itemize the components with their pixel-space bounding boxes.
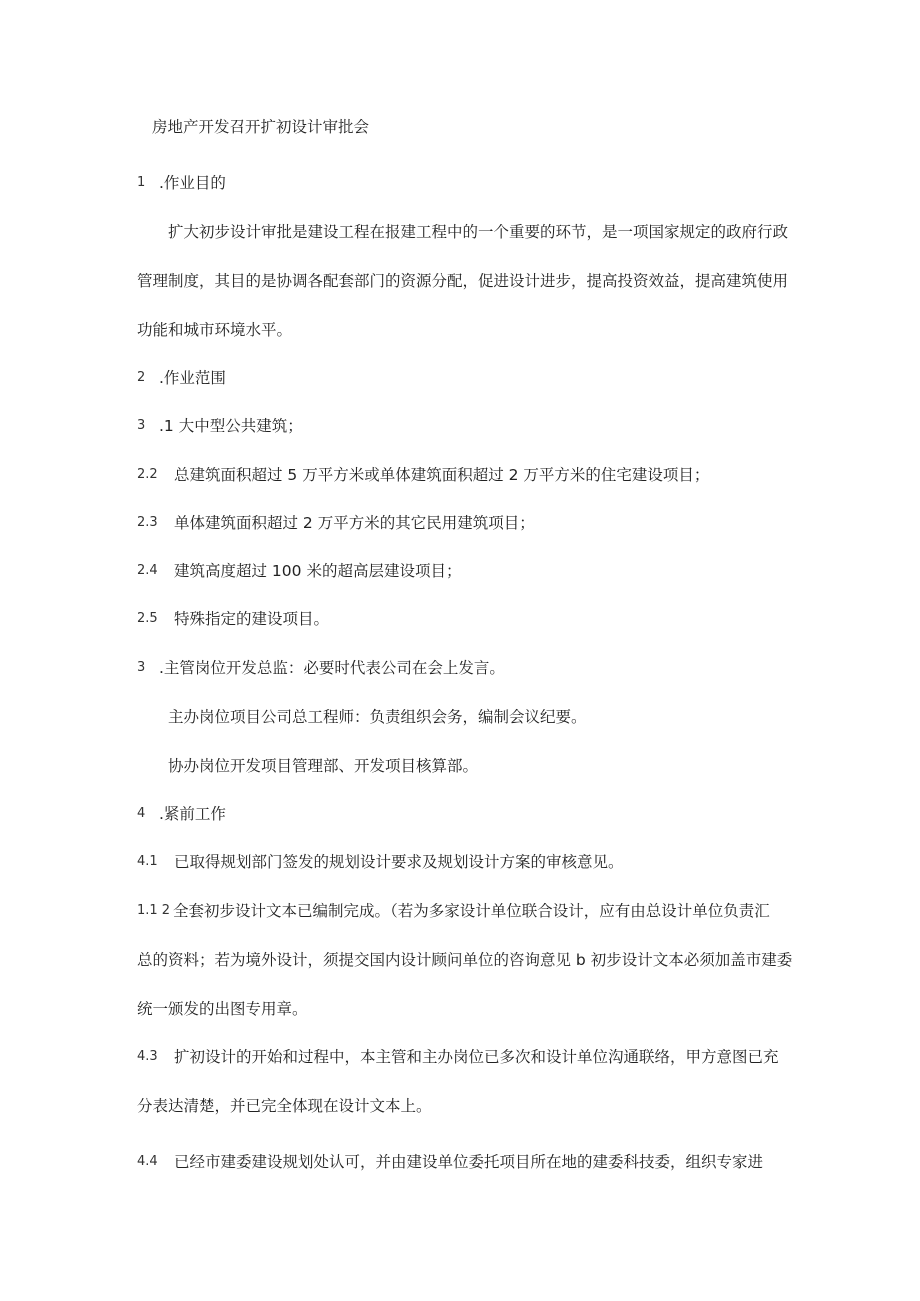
section-3-line-2: 主办岗位项目公司总工程师：负责组织会务，编制会议纪要。 xyxy=(168,708,587,726)
page-title: 房地产开发召开扩初设计审批会 xyxy=(152,118,370,136)
section-3-line-3: 协办岗位开发项目管理部、开发项目核算部。 xyxy=(168,757,479,775)
item-4-1-number: 4.1 xyxy=(137,854,158,869)
item-2-5-text: 特殊指定的建设项目。 xyxy=(174,610,330,628)
item-2-4-number: 2.4 xyxy=(137,563,158,578)
item-4-3-line-2: 分表达清楚，并已完全体现在设计文本上。 xyxy=(137,1097,432,1115)
section-1-body-line-3: 功能和城市环境水平。 xyxy=(137,321,293,339)
section-1-heading: .作业目的 xyxy=(159,174,226,192)
item-2-2-number: 2.2 xyxy=(137,467,158,482)
item-2-1-text: .1 大中型公共建筑； xyxy=(159,417,303,435)
item-4-3-number: 4.3 xyxy=(137,1049,158,1064)
item-2-2-text: 总建筑面积超过 5 万平方米或单体建筑面积超过 2 万平方米的住宅建设项目； xyxy=(174,466,710,484)
item-4-4-number: 4.4 xyxy=(137,1154,158,1169)
section-1-body-line-2: 管理制度，其目的是协调各配套部门的资源分配，促进设计进步，提高投资效益，提高建筑使用 xyxy=(137,272,789,290)
section-4-heading: .紧前工作 xyxy=(159,805,226,823)
item-4-1-text: 已取得规划部门签发的规划设计要求及规划设计方案的审核意见。 xyxy=(174,853,624,871)
item-2-3-number: 2.3 xyxy=(137,515,158,530)
item-4-2-line-2: 总的资料；若为境外设计，须提交国内设计顾问单位的咨询意见 b 初步设计文本必须加盖市建委 xyxy=(137,951,793,969)
item-2-3-text: 单体建筑面积超过 2 万平方米的其它民用建筑项目； xyxy=(174,514,535,532)
section-4-number: 4 xyxy=(137,806,146,821)
section-1-body-line-1: 扩大初步设计审批是建设工程在报建工程中的一个重要的环节，是一项国家规定的政府行政 xyxy=(168,223,789,241)
item-2-5-number: 2.5 xyxy=(137,611,158,626)
section-3-number: 3 xyxy=(137,660,146,675)
item-2-1-number: 3 xyxy=(137,418,146,433)
section-1-number: 1 xyxy=(137,175,146,190)
section-3-line-1: .主管岗位开发总监：必要时代表公司在会上发言。 xyxy=(159,659,505,677)
item-4-3-line-1: 扩初设计的开始和过程中，本主管和主办岗位已多次和设计单位沟通联络，甲方意图已充 xyxy=(174,1048,779,1066)
item-4-2-line-1: 全套初步设计文本已编制完成。（若为多家设计单位联合设计，应有由总设计单位负责汇 xyxy=(173,902,770,920)
section-2-number: 2 xyxy=(137,370,146,385)
item-4-4-text: 已经市建委建设规划处认可，并由建设单位委托项目所在地的建委科技委，组织专家进 xyxy=(174,1153,764,1171)
item-2-4-text: 建筑高度超过 100 米的超高层建设项目； xyxy=(174,562,462,580)
item-4-2-line-3: 统一颁发的出图专用章。 xyxy=(137,1000,308,1018)
section-2-heading: .作业范围 xyxy=(159,369,226,387)
item-4-2-number: 1.1 2 xyxy=(137,903,171,918)
